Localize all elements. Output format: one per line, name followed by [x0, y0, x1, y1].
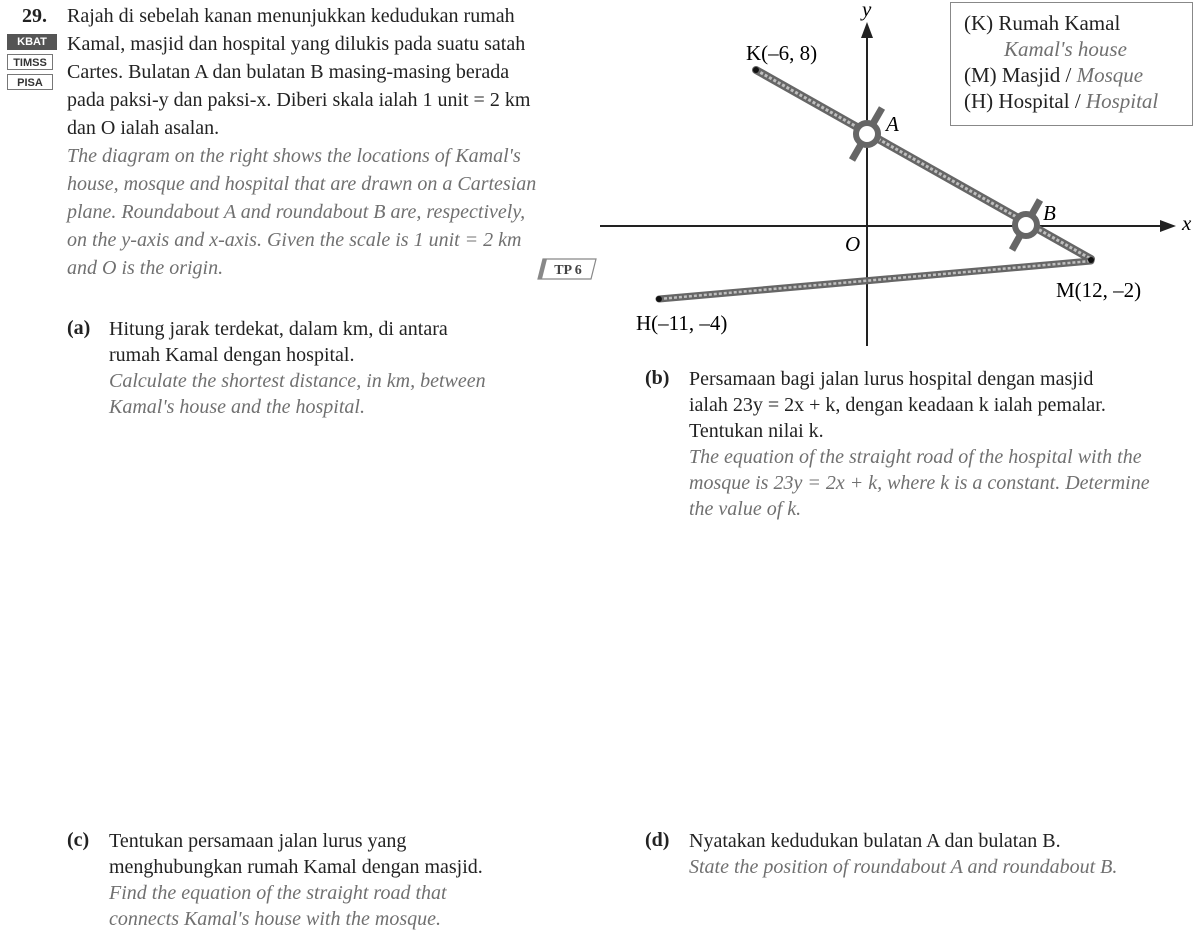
intro-malay-line: pada paksi-y dan paksi-x. Diberi skala ialah 1 unit = 2 km — [67, 89, 531, 111]
part-b-english-line: the value of k. — [689, 498, 802, 520]
part-a-label: (a) — [67, 317, 91, 339]
part-a-english-line: Calculate the shortest distance, in km, between — [109, 370, 486, 392]
legend-hospital — [964, 88, 1192, 114]
legend-kamal-house-english: Kamal's house — [1004, 37, 1127, 61]
part-a-text — [109, 316, 543, 420]
tp-badge-frame — [537, 258, 597, 280]
point-h-dot — [656, 296, 662, 302]
intro-english-line: and O is the origin. — [67, 257, 224, 279]
intro-malay-line: dan O ialah asalan. — [67, 117, 220, 139]
legend-hospital-english: Hospital — [1085, 89, 1159, 113]
legend-mosque — [964, 62, 1192, 88]
y-axis-arrow — [861, 22, 873, 38]
intro-malay-line: Rajah di sebelah kanan menunjukkan kedudukan rumah — [67, 5, 515, 27]
point-m-label: M(12, –2) — [1056, 278, 1142, 302]
badge-pisa: PISA — [7, 74, 53, 90]
point-k-dot — [753, 67, 759, 73]
road-hospital-to-mosque — [659, 261, 1091, 299]
part-c-malay-line: menghubungkan rumah Kamal dengan masjid. — [109, 856, 483, 878]
roundabout-a-label: A — [886, 112, 899, 136]
tp-badge — [537, 258, 597, 280]
question-number: 29. — [22, 5, 47, 27]
point-k-label: K(–6, 8) — [746, 41, 818, 65]
part-b-malay-line: Persamaan bagi jalan lurus hospital dengan masjid — [689, 368, 1094, 390]
question-intro — [67, 2, 603, 282]
part-a-english-line: Kamal's house and the hospital. — [109, 396, 365, 418]
part-b-malay-line: Tentukan nilai k. — [689, 420, 824, 442]
legend-mosque-english: Mosque — [1076, 63, 1144, 87]
legend-mosque-malay: (M) Masjid / — [964, 63, 1077, 87]
part-b-text — [689, 366, 1194, 522]
part-a-malay-line: rumah Kamal dengan hospital. — [109, 344, 355, 366]
intro-english-line: on the y-axis and x-axis. Given the scale is 1 unit = 2 km — [67, 229, 522, 251]
part-c-text — [109, 828, 539, 932]
part-c-malay-line: Tentukan persamaan jalan lurus yang — [109, 830, 407, 852]
point-h-label: H(–11, –4) — [636, 311, 728, 335]
diagram-legend — [950, 2, 1193, 126]
part-b-label: (b) — [645, 367, 670, 389]
part-d-text — [689, 828, 1194, 880]
part-c-english-line: Find the equation of the straight road that — [109, 882, 447, 904]
legend-kamal-house: (K) Rumah Kamal — [964, 11, 1121, 35]
part-b-malay-line: ialah 23y = 2x + k, dengan keadaan k ialah pemalar. — [689, 394, 1106, 416]
point-m-dot — [1088, 257, 1094, 263]
intro-english-line: The diagram on the right shows the locations of Kamal's — [67, 145, 521, 167]
intro-english-line: plane. Roundabout A and roundabout B are, respectively, — [67, 201, 526, 223]
part-d-malay-line: Nyatakan kedudukan bulatan A dan bulatan B. — [689, 830, 1061, 852]
legend-hospital-malay: (H) Hospital / — [964, 89, 1086, 113]
part-b-english-line: The equation of the straight road of the hospital with the — [689, 446, 1142, 468]
x-axis-arrow — [1160, 220, 1176, 232]
part-d-label: (d) — [645, 829, 670, 851]
intro-english-line: house, mosque and hospital that are drawn on a Cartesian — [67, 173, 537, 195]
tp-label: TP 6 — [554, 263, 582, 278]
intro-malay-line: Kamal, masjid dan hospital yang dilukis pada suatu satah — [67, 33, 526, 55]
part-a-malay-line: Hitung jarak terdekat, dalam km, di antara — [109, 318, 448, 340]
part-b-english-line: mosque is 23y = 2x + k, where k is a constant. Determine — [689, 472, 1150, 494]
intro-malay-line: Cartes. Bulatan A dan bulatan B masing-masing berada — [67, 61, 510, 83]
badge-kbat: KBAT — [7, 34, 57, 50]
part-c-english-line: connects Kamal's house with the mosque. — [109, 908, 442, 930]
origin-label: O — [845, 232, 861, 256]
part-c-label: (c) — [67, 829, 90, 851]
roundabout-b-label: B — [1043, 201, 1056, 225]
badge-timss: TIMSS — [7, 54, 53, 70]
x-axis-label: x — [1182, 211, 1192, 235]
roundabout-b — [1012, 200, 1040, 250]
y-axis-label: y — [862, 0, 872, 21]
part-d-english-line: State the position of roundabout A and roundabout B. — [689, 856, 1118, 878]
